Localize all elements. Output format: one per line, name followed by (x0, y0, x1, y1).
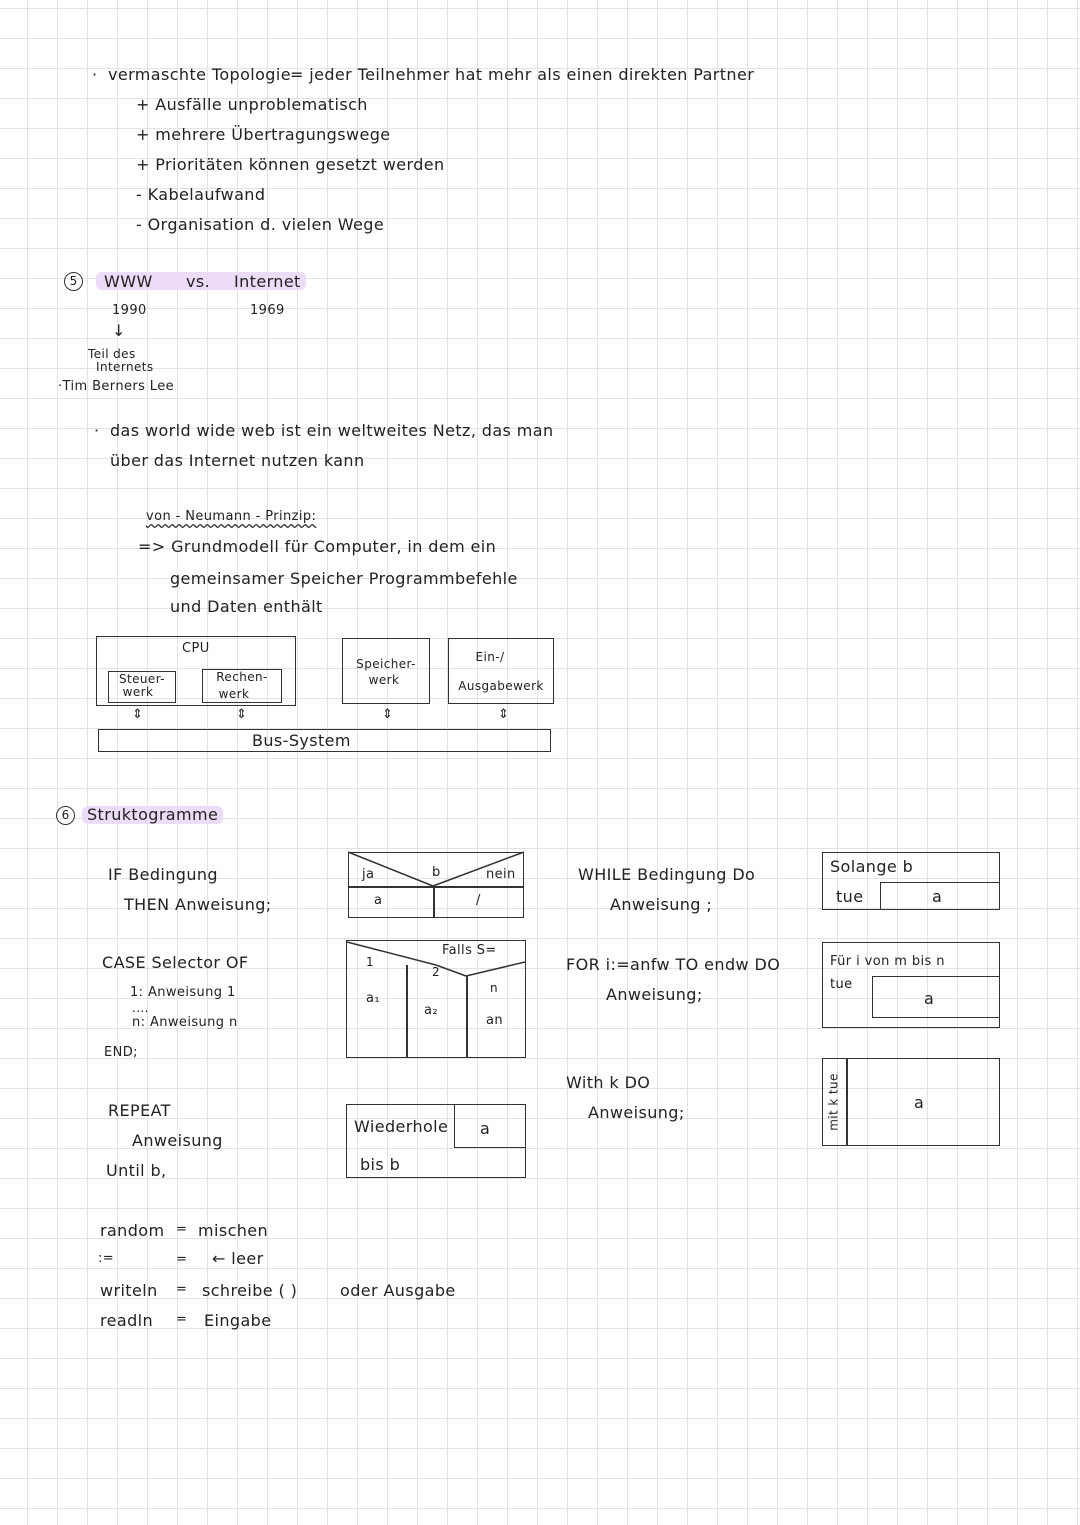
writeln-keyword: writeln (100, 1281, 158, 1300)
nein-label: nein (486, 867, 516, 882)
mesh-con-1: - Kabelaufwand (136, 185, 266, 204)
mischen-label: mischen (198, 1221, 269, 1240)
double-arrow-icon: ⇕ (382, 707, 394, 722)
neumann-title: von - Neumann - Prinzip: (146, 509, 317, 524)
struktogramme-title: Struktogramme (82, 806, 223, 824)
then-a: a (374, 893, 383, 908)
for-line-2: Anweisung; (606, 985, 703, 1004)
neumann-line-3: und Daten enthält (170, 597, 323, 616)
case-a1: a₁ (366, 991, 380, 1006)
schreibe-label: schreibe ( ) (202, 1281, 298, 1300)
for-line-1: FOR i:=anfw TO endw DO (566, 955, 781, 974)
steuerwerk-line-2: werk (122, 685, 154, 699)
mit-k-tue-label: mit k tue (826, 1073, 841, 1131)
equals: = (176, 1222, 188, 1237)
vs-label: vs. (186, 272, 211, 291)
mesh-pro-3: + Prioritäten können gesetzt werden (136, 155, 445, 174)
repeat-line-1: REPEAT (108, 1101, 171, 1120)
random-keyword: random (100, 1221, 165, 1240)
ja-label: ja (362, 867, 375, 882)
speicherwerk-line-1: Speicher- (356, 657, 416, 671)
neumann-line-1: => Grundmodell für Computer, in dem ein (138, 537, 497, 556)
divider (466, 976, 468, 1058)
tue-label: tue (836, 887, 864, 906)
speicherwerk-line-2: werk (368, 673, 400, 687)
eingabe-label: Eingabe (204, 1311, 272, 1330)
down-arrow-icon: ↓ (112, 321, 126, 340)
fuer-label: Für i von m bis n (830, 954, 945, 969)
rechenwerk-line-1: Rechen- (216, 670, 268, 684)
section-6-number: 6 (56, 806, 75, 825)
case-line-2: 1: Anweisung 1 (130, 985, 236, 1000)
mesh-con-2: - Organisation d. vielen Wege (136, 215, 385, 234)
case-1: 1 (366, 955, 375, 969)
case-n: n (490, 981, 499, 995)
readln-keyword: readln (100, 1311, 154, 1330)
repeat-line-3: Until b, (106, 1161, 167, 1180)
double-arrow-icon: ⇕ (236, 707, 248, 722)
with-a: a (914, 1093, 925, 1112)
ein-ausgabewerk-line-2: Ausgabewerk (458, 679, 544, 693)
case-dots: .... (132, 1001, 149, 1015)
double-arrow-icon: ⇕ (498, 707, 510, 722)
internet-year: 1969 (250, 303, 285, 318)
www-description-line-2: über das Internet nutzen kann (110, 451, 365, 470)
divider (846, 1058, 848, 1146)
case-a2: a₂ (424, 1003, 438, 1018)
for-inner-box (872, 976, 1000, 1018)
mesh-definition: = jeder Teilnehmer hat mehr als einen direkten Partner (290, 65, 755, 84)
case-line-1: CASE Selector OF (102, 953, 249, 972)
teil-des: Teil des (88, 347, 136, 361)
section-5-number: 5 (64, 272, 83, 291)
with-struktogramm (822, 1058, 1000, 1146)
for-a: a (924, 989, 935, 1008)
bullet: · (92, 65, 98, 84)
bus-system-label: Bus-System (252, 731, 351, 750)
falls-label: Falls S= (442, 943, 497, 958)
if-line-1: IF Bedingung (108, 865, 218, 884)
ein-ausgabewerk-line-1: Ein-/ (475, 650, 505, 664)
for-tue-label: tue (830, 977, 853, 992)
divider (406, 965, 408, 1058)
internet-label: Internet (234, 272, 301, 291)
oder-ausgabe-label: oder Ausgabe (340, 1281, 456, 1300)
case-line-3: n: Anweisung n (132, 1015, 238, 1030)
case-end: END; (104, 1045, 138, 1060)
bis-b-label: bis b (360, 1155, 401, 1174)
mesh-pro-1: + Ausfälle unproblematisch (136, 95, 368, 114)
while-a: a (932, 887, 943, 906)
bullet: · (94, 421, 100, 440)
equals: = (176, 1282, 188, 1297)
internets: Internets (96, 360, 154, 374)
tim-berners-lee: ·Tim Berners Lee (58, 379, 175, 394)
cpu-label: CPU (182, 641, 210, 656)
mesh-pro-2: + mehrere Übertragungswege (136, 125, 391, 144)
repeat-a: a (480, 1119, 491, 1138)
with-line-1: With k DO (566, 1073, 651, 1092)
else-empty: / (476, 893, 481, 908)
if-line-2: THEN Anweisung; (124, 895, 272, 914)
solange-label: Solange b (830, 857, 914, 876)
mesh-title: vermaschte Topologie (108, 65, 291, 84)
condition-b: b (432, 865, 441, 880)
with-line-2: Anweisung; (588, 1103, 685, 1122)
case-2: 2 (432, 965, 441, 979)
rechenwerk-line-2: werk (218, 687, 250, 701)
case-an: an (486, 1013, 504, 1028)
www-year: 1990 (112, 303, 147, 318)
assign-operator: := (98, 1251, 115, 1266)
www-description-line-1: das world wide web ist ein weltweites Netz, das man (110, 421, 554, 440)
wiederhole-label: Wiederhole (354, 1117, 449, 1136)
double-arrow-icon: ⇕ (132, 707, 144, 722)
www-label: WWW (104, 272, 153, 291)
equals: = (176, 1312, 188, 1327)
equals: = (176, 1252, 188, 1267)
steuerwerk-line-1: Steuer- (119, 672, 165, 686)
while-line-2: Anweisung ; (610, 895, 713, 914)
while-line-1: WHILE Bedingung Do (578, 865, 756, 884)
leer-label: ← leer (212, 1249, 264, 1268)
neumann-line-2: gemeinsamer Speicher Programmbefehle (170, 569, 518, 588)
repeat-line-2: Anweisung (132, 1131, 223, 1150)
